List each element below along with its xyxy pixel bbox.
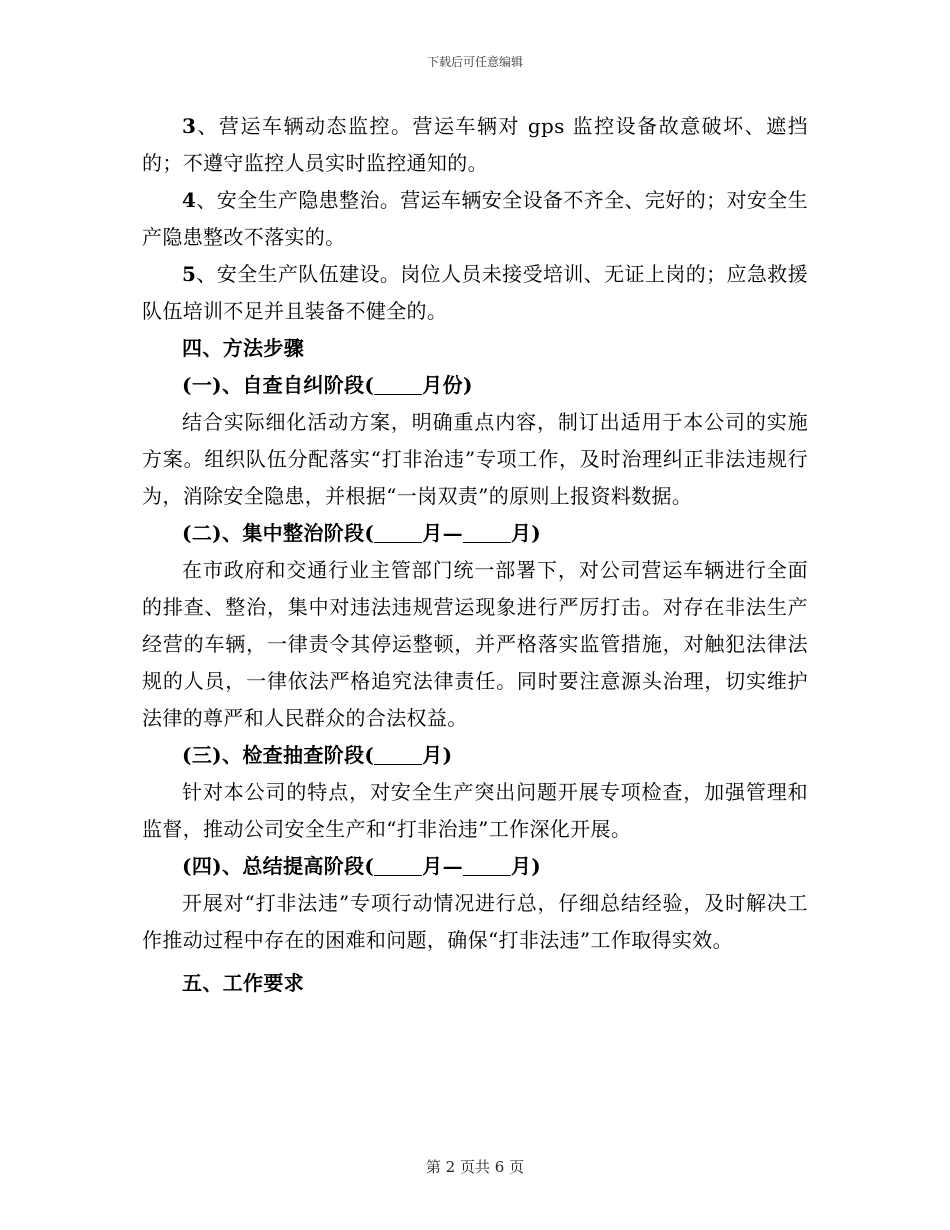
phase-heading-4: [142, 848, 808, 885]
phase-body-4: 开展对“打非法违”专项行动情况进行总，仔细总结经验，及时解决工作推动过程中存在的困难和问题，确保“打非法违”工作取得实效。: [142, 891, 808, 952]
item-number: 3: [182, 114, 197, 138]
phase-heading-prefix: (三)、检查抽查阶段(: [182, 743, 375, 767]
document-body: [142, 108, 808, 1002]
phase-heading-prefix: (一)、自查自纠阶段(: [182, 373, 375, 397]
phase-body-3: 针对本公司的特点，对安全生产突出问题开展专项检查，加强管理和监督，推动公司安全生产和“打非治违”工作深化开展。: [142, 780, 808, 841]
phase-heading-prefix: (四)、总结提高阶段(: [182, 854, 375, 878]
list-item-5: [142, 256, 808, 330]
blank-fill-line: [374, 520, 422, 543]
phase-heading-prefix: (二)、集中整治阶段(: [182, 521, 375, 545]
blank-fill-line: [374, 372, 422, 395]
section-heading-methods: 四、方法步骤: [182, 336, 305, 360]
phase-heading-suffix: 月): [422, 743, 453, 767]
phase-heading-suffix: 月): [510, 521, 542, 545]
item-text: 、安全生产隐患整治。营运车辆安全设备不齐全、完好的；对安全生产隐患整改不落实的。: [142, 188, 808, 249]
blank-fill-line: [374, 853, 422, 876]
phase-heading-3: [142, 737, 808, 774]
phase-heading-suffix: 月): [510, 854, 542, 878]
phase-heading-2: [142, 515, 808, 552]
phase-heading-1: [142, 367, 808, 404]
item-text: 、营运车辆动态监控。营运车辆对 gps 监控设备故意破坏、遮挡的；不遵守监控人员实时监控通知的。: [142, 114, 808, 175]
phase-heading-middle: 月—: [422, 521, 463, 545]
blank-fill-line: [463, 520, 511, 543]
item-number: 5: [182, 262, 197, 286]
item-number: 4: [182, 188, 197, 212]
list-item-4: [142, 182, 808, 256]
phase-body-2: 在市政府和交通行业主管部门统一部署下，对公司营运车辆进行全面的排查、整治，集中对违法违规营运现象进行严厉打击。对存在非法生产经营的车辆，一律责令其停运整顿，并严格落实监管措施，对触犯法律法规的人员，一律依法严格追究法律责任。同时要注意源头治理，切实维护法律的尊严和人民群众的合法权益。: [142, 558, 808, 730]
item-text: 、安全生产队伍建设。岗位人员未接受培训、无证上岗的；应急救援队伍培训不足并且装备不健全的。: [142, 262, 808, 323]
phase-body-1: 结合实际细化活动方案，明确重点内容，制订出适用于本公司的实施方案。组织队伍分配落实“打非治违”专项工作，及时治理纠正非法违规行为，消除安全隐患，并根据“一岗双责”的原则上报资料数据。: [142, 410, 808, 508]
blank-fill-line: [463, 853, 511, 876]
list-item-3: [142, 108, 808, 182]
section-heading-requirements: 五、工作要求: [182, 971, 305, 995]
page-header: 下载后可任意编辑: [426, 55, 523, 69]
blank-fill-line: [374, 742, 422, 765]
page-footer: 第 2 页共 6 页: [425, 1158, 525, 1176]
phase-heading-suffix: 月份): [422, 373, 473, 397]
phase-heading-middle: 月—: [422, 854, 463, 878]
